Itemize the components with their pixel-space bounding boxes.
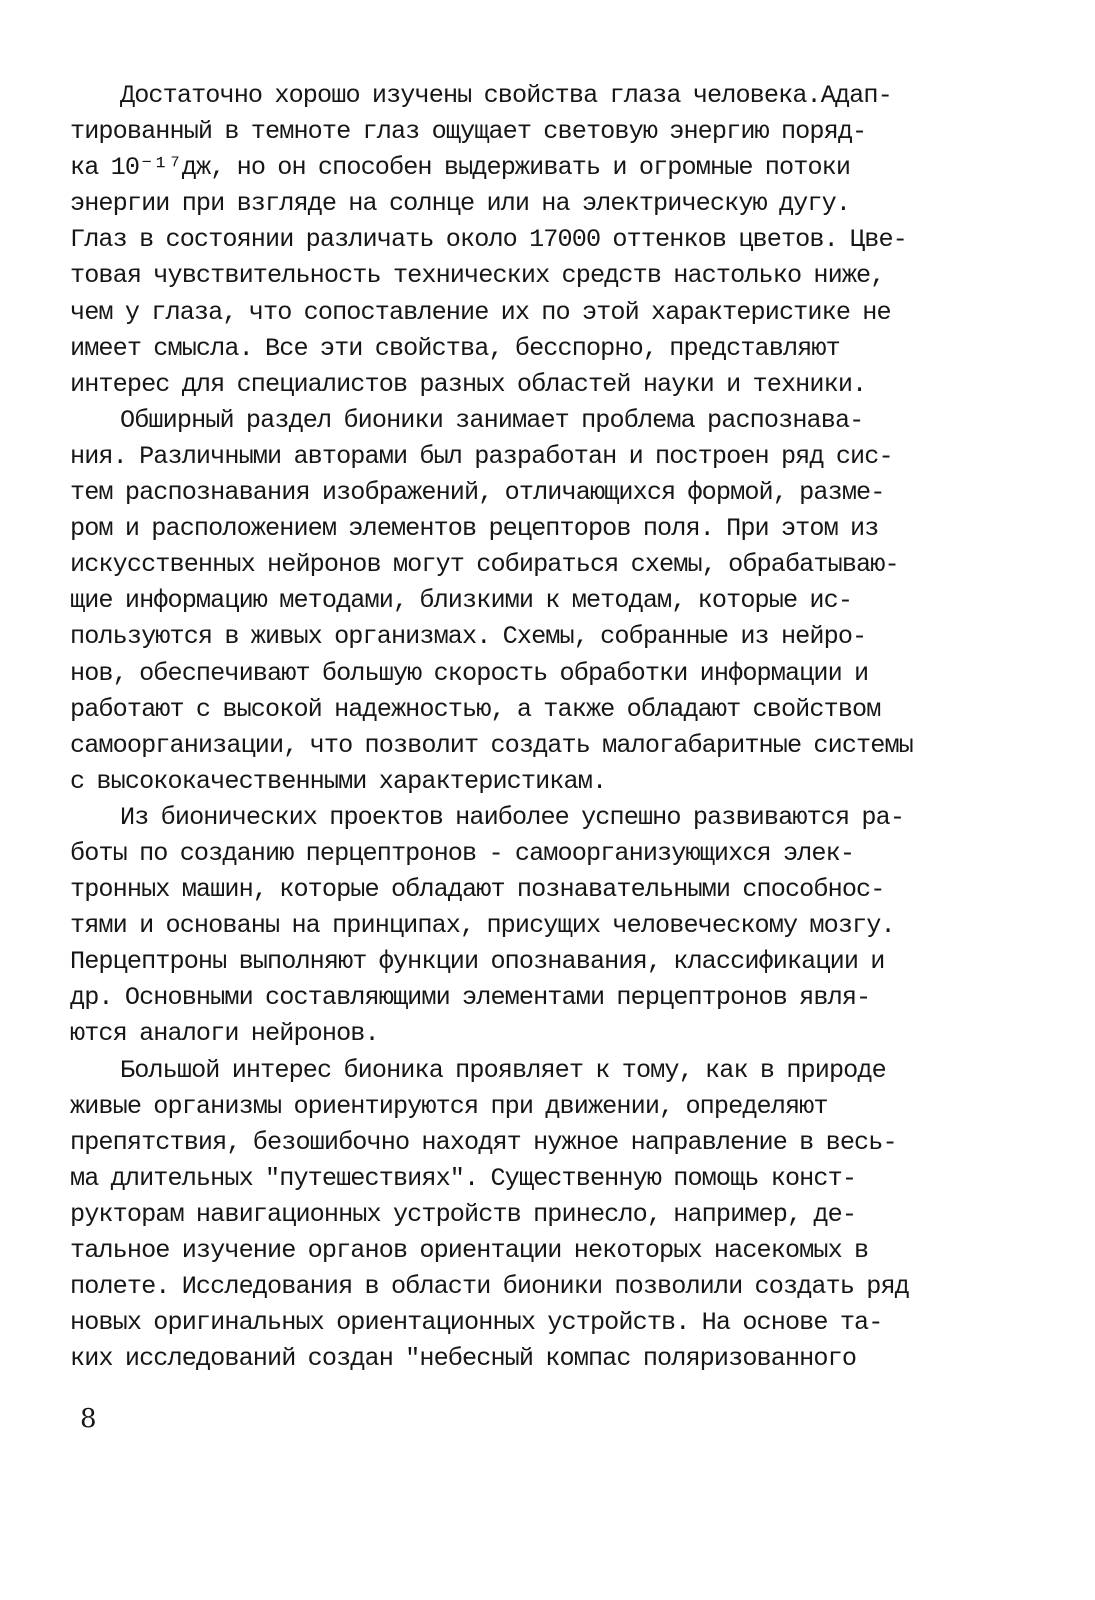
text-line: Из бионических проектов наиболее успешно развиваются ра- <box>120 802 905 832</box>
text-line: чем у глаза, что сопоставление их по этой характеристике не <box>70 297 891 327</box>
text-line: тем распознавания изображений, отличающихся формой, разме- <box>70 478 885 508</box>
text-line: тальное изучение органов ориентации некоторых насекомых в <box>70 1236 869 1265</box>
text-line: полете. Исследования в области бионики позволили создать ряд <box>70 1272 909 1302</box>
paragraph-3 <box>70 800 1038 1053</box>
page-number: 8 <box>80 1404 97 1434</box>
text-line: Большой интерес бионика проявляет к тому, как в природе <box>120 1055 886 1085</box>
text-line: товая чувствительность технических средств настолько ниже, <box>70 261 885 291</box>
text-line: энергии при взгляде на солнце или на электрическую дугу. <box>70 189 851 219</box>
text-line: Обширный раздел бионики занимает проблема распознава- <box>120 405 864 435</box>
text-line: тями и основаны на принципах, присущих человеческому мозгу. <box>70 911 895 941</box>
text-line: работают с высокой надежностью, а также обладают свойством <box>70 694 881 724</box>
paragraph-4 <box>70 1053 1038 1378</box>
text-line: самоорганизации, что позволит создать малогабаритные системы <box>70 730 913 760</box>
text-line: искусственных нейронов могут собираться схемы, обрабатываю- <box>70 550 899 580</box>
text-line: Достаточно хорошо изучены свойства глаза человека.Адап- <box>120 81 892 110</box>
text-line: живые организмы ориентируются при движении, определяют <box>70 1091 828 1121</box>
text-line: тированный в темноте глаз ощущает световую энергию поряд- <box>70 117 867 147</box>
text-line: ния. Различными авторами был разработан и построен ряд сис- <box>70 441 893 471</box>
page-body <box>70 78 1038 1377</box>
text-line: нов, обеспечивают большую скорость обработки информации и <box>70 658 869 688</box>
text-line: пользуются в живых организмах. Схемы, собранные из нейро- <box>70 622 867 652</box>
text-line: интерес для специалистов разных областей науки и техники. <box>70 369 867 399</box>
text-line: боты по созданию перцептронов - самоорганизующихся элек- <box>70 838 855 868</box>
text-line: препятствия, безошибочно находят нужное направление в весь- <box>70 1127 897 1157</box>
text-line: имеет смысла. Все эти свойства, бесспорно, представляют <box>70 333 840 363</box>
text-line: новых оригинальных ориентационных устройств. На основе та- <box>70 1308 883 1338</box>
paragraph-2 <box>70 403 1038 800</box>
text-line: щие информацию методами, близкими к методам, которые ис- <box>70 586 853 616</box>
text-line: ких исследований создан "небесный компас поляризованного <box>70 1344 857 1374</box>
text-line: ма длительных "путешествиях". Существенную помощь конст- <box>70 1163 857 1193</box>
paragraph-1 <box>70 78 1038 403</box>
text-line: др. Основными составляющими элементами перцептронов явля- <box>70 983 871 1013</box>
text-line: ются аналоги нейронов. <box>70 1019 379 1049</box>
text-line: Глаз в состоянии различать около 17000 оттенков цветов. Цве- <box>70 225 907 255</box>
text-line: тронных машин, которые обладают познавательными способнос- <box>70 875 885 905</box>
text-line: ка 10⁻¹⁷дж, но он способен выдерживать и огромные потоки <box>70 153 851 183</box>
text-line: ром и расположением элементов рецепторов поля. При этом из <box>70 514 879 544</box>
text-line: рукторам навигационных устройств принесло, например, де- <box>70 1199 857 1229</box>
text-line: с высококачественными характеристикам. <box>70 766 607 796</box>
text-line: Перцептроны выполняют функции опознавания, классификации и <box>70 947 885 977</box>
